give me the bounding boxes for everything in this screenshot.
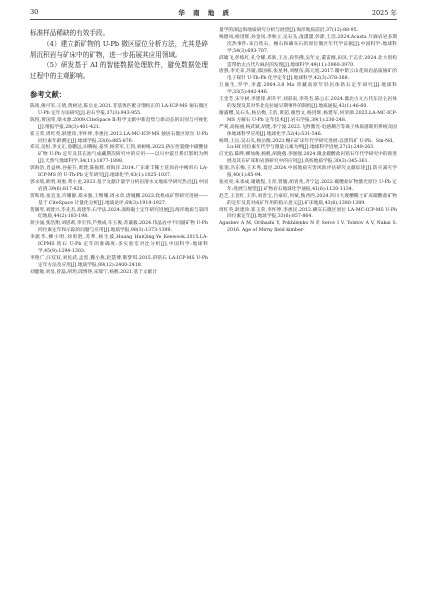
reference-item: 应光焰,陈晔,柳加俊,杨帆,胡晓燕,李强强.2024.微北碳酸盐岩锆石年代学研究中的新进展及其在矿床和岩溶研究中的应用[J].高校地质学报,30(3):345-361. — [219, 152, 397, 165]
reference-item: 崔玉荣,周红英,耿建珍,李怀坤,李惠民.2012.LA-MC-ICP-MS 独居石微区原位 U-Pb 同位素年龄测定[J].地球学报,33(6):865-876. — [30, 131, 208, 144]
body-paragraph: 标准样品稀缺的有效手段。 — [30, 29, 110, 37]
reference-item: 张亮亮,朱承成,谢晓程,王青,曾璇,胡青兆,齐宁远.2022.碳酸盐矿物激光原位 U-Pb 定年:进展与展望[J].矿物岩石地球化学通报,41(6):1120-1134. — [219, 179, 397, 192]
page-number: 30 — [30, 8, 39, 16]
reference-item: 唐燕,李光来,苏媛,邵国栋,张星林,刘猷伍,陈元旭.2017.赣中紫云山花岗岩晶质铀矿的电子探针 U-Th-Pb 化学定年[J].地球科学,42(3):378-388. — [219, 69, 397, 82]
reference-item: 梅德凤,杨进辉,孙金凤,李秋立,吴石头,凌潇潇,彭澎,王浩.2024.Acasta 片麻岩岩多期次热事件:来自锆石、榍石和磷灰石的原位微区年代学证据[J].中国科学:地球科学,54(3):693-707. — [219, 34, 397, 54]
left-column — [30, 28, 208, 277]
reference-item: 严爽,高振丽,杨武斌,胡建,李宁波.2023.飞秒激光-电感耦合等离子体质谱联用系统及固体地球科学应用[J].地球化学,52(4):531-546. — [219, 124, 397, 137]
reference-item: 杨明,王岳,吴石头,杨岳衡.2023.榍石矿床年代学研究进展:以黑钨矿 U-Pb、Sm-Nd、Lu-Hf 同位素年代学与微量元素为例[J].地球科学进展,27(3):249-263. — [219, 138, 397, 151]
page-header — [30, 6, 397, 18]
journal-name: 华 南 地 质 — [178, 8, 232, 17]
references-title: 参考文献： — [30, 89, 66, 99]
reference-item: 李献华,柳小明,刘勇胜,苏犁,杨生波,Huang HuiQing,Ye Keewook.2015.LA-ICPMS 锆石 U-Pb 定年的准确度:多实验室对比分析[J].中国科学:地球科学,45(9):1294-1303. — [30, 235, 208, 255]
reference-item: Agashev A M, Orihashi Y, Pokhilenko N P, Serov I V, Tolstov A V, Nakai S. 2016. Age of Mirny field kimber- — [219, 221, 397, 234]
reference-item: 陈靖,俊可军,王倩,黄树达,陈岳龙.2021.非基体匹配分馏校正的 LA-ICP-MS 锡石微区 U-Pb 定年方法研究[J].岩石学报,37(3):943-955. — [30, 103, 208, 116]
reference-item: 李艳广,汪双双,刘民武,孟恩,魏小燕,赵慧博,靳梦琪.2015.斜锆石 LA-ICP-MS U-Pb 定年方法及应用[J].地质学报,89(12):2400-2418. — [30, 255, 208, 268]
body-paragraph: （5）研发基于 AI 的智能数据处理软件，避免数据处理过程中的主观影响。 — [30, 61, 208, 81]
reference-item-continued: 量学的深远海地质研究分析与展望[J].海洋地质前沿,37(12):88-95. — [219, 28, 359, 33]
reference-item: 王金芳,宋宇树,李建锋,胡升平,刘彩南,李英杰,陈公正.2024.冀北古元古代东昆仑岩体的发现及其对华北克拉通早期事件的制约[J].地质通报,43(1):46-60. — [219, 97, 397, 109]
reference-item: 郭海浩,肖益林,谷振芬,黄建,陈振辉,刘海洋.2014.广东新丰稀土花岗岩中褐帘石 LA-ICP-MS 的 U-Th-Pb 定年研究[J].地球化学,43(1):1025-1037. — [30, 166, 208, 179]
reference-item: 陈悦,黄国荣,梁永源.2009.CiteSpace Ⅱ:科学文献中新趋势与新动态的识别与可视化[J].情报学报,28(3):401-421. — [30, 117, 208, 130]
reference-item: 郭永岐,欧明,刘惠,黄小龙.2023.基于文献计量学分析岩溶水文地质学研究热点[J].中国岩溶,39(6):817-828. — [30, 179, 208, 192]
reference-item: 刘健敏,刘显,曾磊,胡玥,邱博佟,宋瑞宁,杨帆.2021.基于文献计 — [30, 269, 157, 275]
right-column — [219, 28, 397, 235]
reference-item: 贺和琦,张宜龙,许耀静,郑永强,王继珊,周永章,唐城鹏.2023.软机成矿带研究进展——基于 CiteSpace 计量化分析[J].地质论评,69(3):1919-1927. — [30, 193, 208, 206]
reference-item: 蒋少涌,张浩翔,刘思莉,李宏伟,芦燕成,车玉俊,苏谦毅.2024.伟晶岩中不同副矿物 U-Pb 同位素定年和示踪的问题与应用[J].地质学报,98(3):1373-1399. — [30, 221, 208, 234]
header-rule — [30, 19, 397, 20]
body-paragraph: （4）建立新矿物的 U-Pb 微区原位分析方法，尤其是碎屑沉积岩与矿床中的矿物，进一步拓展其应用领域。 — [30, 39, 208, 59]
publication-year: 2025 年 — [371, 8, 397, 17]
reference-item: 邓宾,吴恒,李文正,詹鹏远,田腾振,姜华,杨荣军,王剑,刘树根.2023.挤压性裂缝中碳酸盐矿物 U-Pb 定年及其在油气成藏期次研究中的应用——以川中震旦系灯影组为例[J].天然气地球科学,34(11):1877-1898. — [30, 145, 208, 165]
reference-item: 谢露樱,吴石头,杨岳衡,王浩,黄超,谢烈文,杨进辉,杨建军,何荣颜.2023.LA-MC-ICP-MS 方解石 U-Pb 定年技术[J].岩石学报,39(1):236-248. — [219, 110, 397, 123]
reference-item: 赵芝,王登红,王伟,刘善宝,吕豪旺,何斌,熊西西.2024.四川大渡槽稀土矿床碳酸盐矿物的定年及其对成矿作用的指示意义[J].矿床地质,43(6):1380-1389. — [219, 193, 397, 206]
reference-item: 周红英,耿建珍,崔玉荣,李怀坤,李惠民.2012.磷灰石微区原位 LA-MC-ICP-MS U-Pb 同位素定年[J].地球学报,33(6):857-864. — [219, 207, 397, 220]
reference-item: 贺阁琴,刘建兴,毕先杰,高建华,石学法.2024.深海黏土定年研究进展[J].海洋地质与第四纪地质,44(2):183-198. — [30, 207, 208, 220]
reference-item: 邱啸飞,彭练红,孔令耀,邓新,王岳,段伟佛,吴年文,董雷刚,田泽,于志宏.2024.北大别构造带始太古代片麻岩的发现[J].地球科学,49(11):3960-3970. — [219, 55, 397, 68]
reference-item: 张翎,冯东梅,王未秀,夏昆.2024.中国地质灾害风险评估研究文献综述[J].防灾减灾学报,40(1):85-94. — [219, 166, 397, 179]
reference-item: 万渝生,罗学,李鑫.2004.3.8 Ma 青藏高原年轻岩体锆石定年研究[J].地球科学,33(5):442-446. — [219, 83, 397, 96]
